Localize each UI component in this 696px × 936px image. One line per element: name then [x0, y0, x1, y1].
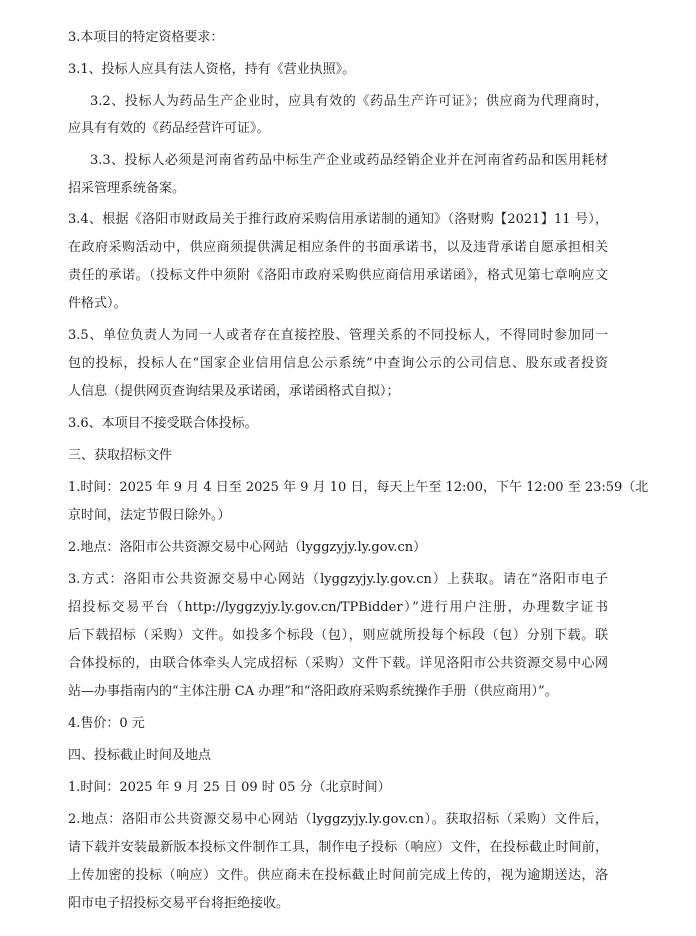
get-docs-time-line-1: 1.时间：2025 年 9 月 4 日至 2025 年 9 月 10 日，每天上午至 12:00，下午 12:00 至 23:59（北: [68, 480, 649, 495]
deadline-location-line-2: 请下载并安装最新版本投标文件制作工具，制作电子投标（响应）文件，在投标截止时间前，: [68, 840, 608, 855]
item-3-5-line-3: 人信息（提供网页查询结果及承诺函，承诺函格式自拟）；: [68, 384, 400, 399]
item-3-2-line-1: 3.2、投标人为药品生产企业时，应具有效的《药品生产许可证》；供应商为代理商时，: [90, 94, 608, 109]
deadline-location-line-3: 上传加密的投标（响应）文件。供应商未在投标截止时间前完成上传的，视为逾期送达，洛: [68, 868, 608, 883]
get-docs-method-line-4: 合体投标的，由联合体牵头人完成招标（采购）文件下载。详见洛阳市公共资源交易中心网: [68, 656, 608, 671]
item-3-1: 3.1、投标人应具有法人资格，持有《营业执照》。: [68, 62, 356, 77]
get-docs-method-line-2: 招投标交易平台（http://lyggzyjy.ly.gov.cn/TPBidder）”进行用户注册，办理数字证书: [68, 600, 608, 615]
item-3-2-line-2: 应具有有效的《药品经营许可证》。: [68, 121, 270, 136]
item-3-5-line-2: 包的投标，投标人在“国家企业信用信息公示系统”中查询公示的公司信息、股东或者投资: [68, 356, 608, 371]
item-3-3-line-2: 招采管理系统备案。: [68, 181, 186, 196]
get-docs-method-line-5: 站—办事指南内的“主体注册 CA 办理”和“洛阳政府采购系统操作手册（供应商用）”。: [68, 684, 558, 699]
item-3-4-line-4: 件格式）。: [68, 296, 127, 311]
item-3-3-line-1: 3.3、投标人必须是河南省药品中标生产企业或药品经销企业并在河南省药品和医用耗材: [90, 153, 608, 168]
item-3-4-line-1: 3.4、根据《洛阳市财政局关于推行政府采购信用承诺制的通知》（洛财购【2021】11 号），: [68, 212, 608, 227]
item-3-4-line-3: 责任的承诺。（投标文件中须附《洛阳市政府采购供应商信用承诺函》，格式见第七章响应文: [68, 268, 608, 283]
deadline-location-line-1: 2.地点：洛阳市公共资源交易中心网站（lyggzyjy.ly.gov.cn）。获取招标（采购）文件后，: [68, 812, 608, 827]
section-3-heading: 3.本项目的特定资格要求：: [68, 30, 224, 45]
item-3-5-line-1: 3.5、单位负责人为同一人或者存在直接控股、管理关系的不同投标人，不得同时参加同一: [68, 328, 608, 343]
item-3-6: 3.6、本项目不接受联合体投标。: [68, 416, 258, 431]
deadline-location-line-4: 阳市电子招投标交易平台将拒绝接收。: [68, 896, 290, 911]
section-get-docs-heading: 三、获取招标文件: [68, 448, 173, 463]
item-3-4-line-2: 在政府采购活动中，供应商须提供满足相应条件的书面承诺书，以及违背承诺自愿承担相关: [68, 240, 608, 255]
deadline-time: 1.时间：2025 年 9 月 25 日 09 时 05 分（北京时间）: [68, 780, 391, 795]
get-docs-time-line-2: 京时间，法定节假日除外。）: [68, 508, 231, 523]
get-docs-price: 4.售价：0 元: [68, 716, 145, 731]
get-docs-method-line-1: 3.方式：洛阳市公共资源交易中心网站（lyggzyjy.ly.gov.cn）上获取。请在“洛阳市电子: [68, 572, 608, 587]
get-docs-method-line-3: 后下载招标（采购）文件。如投多个标段（包），则应就所投每个标段（包）分别下载。联: [68, 628, 608, 643]
get-docs-location: 2.地点：洛阳市公共资源交易中心网站（lyggzyjy.ly.gov.cn）: [68, 540, 427, 555]
section-deadline-heading: 四、投标截止时间及地点: [68, 748, 212, 763]
